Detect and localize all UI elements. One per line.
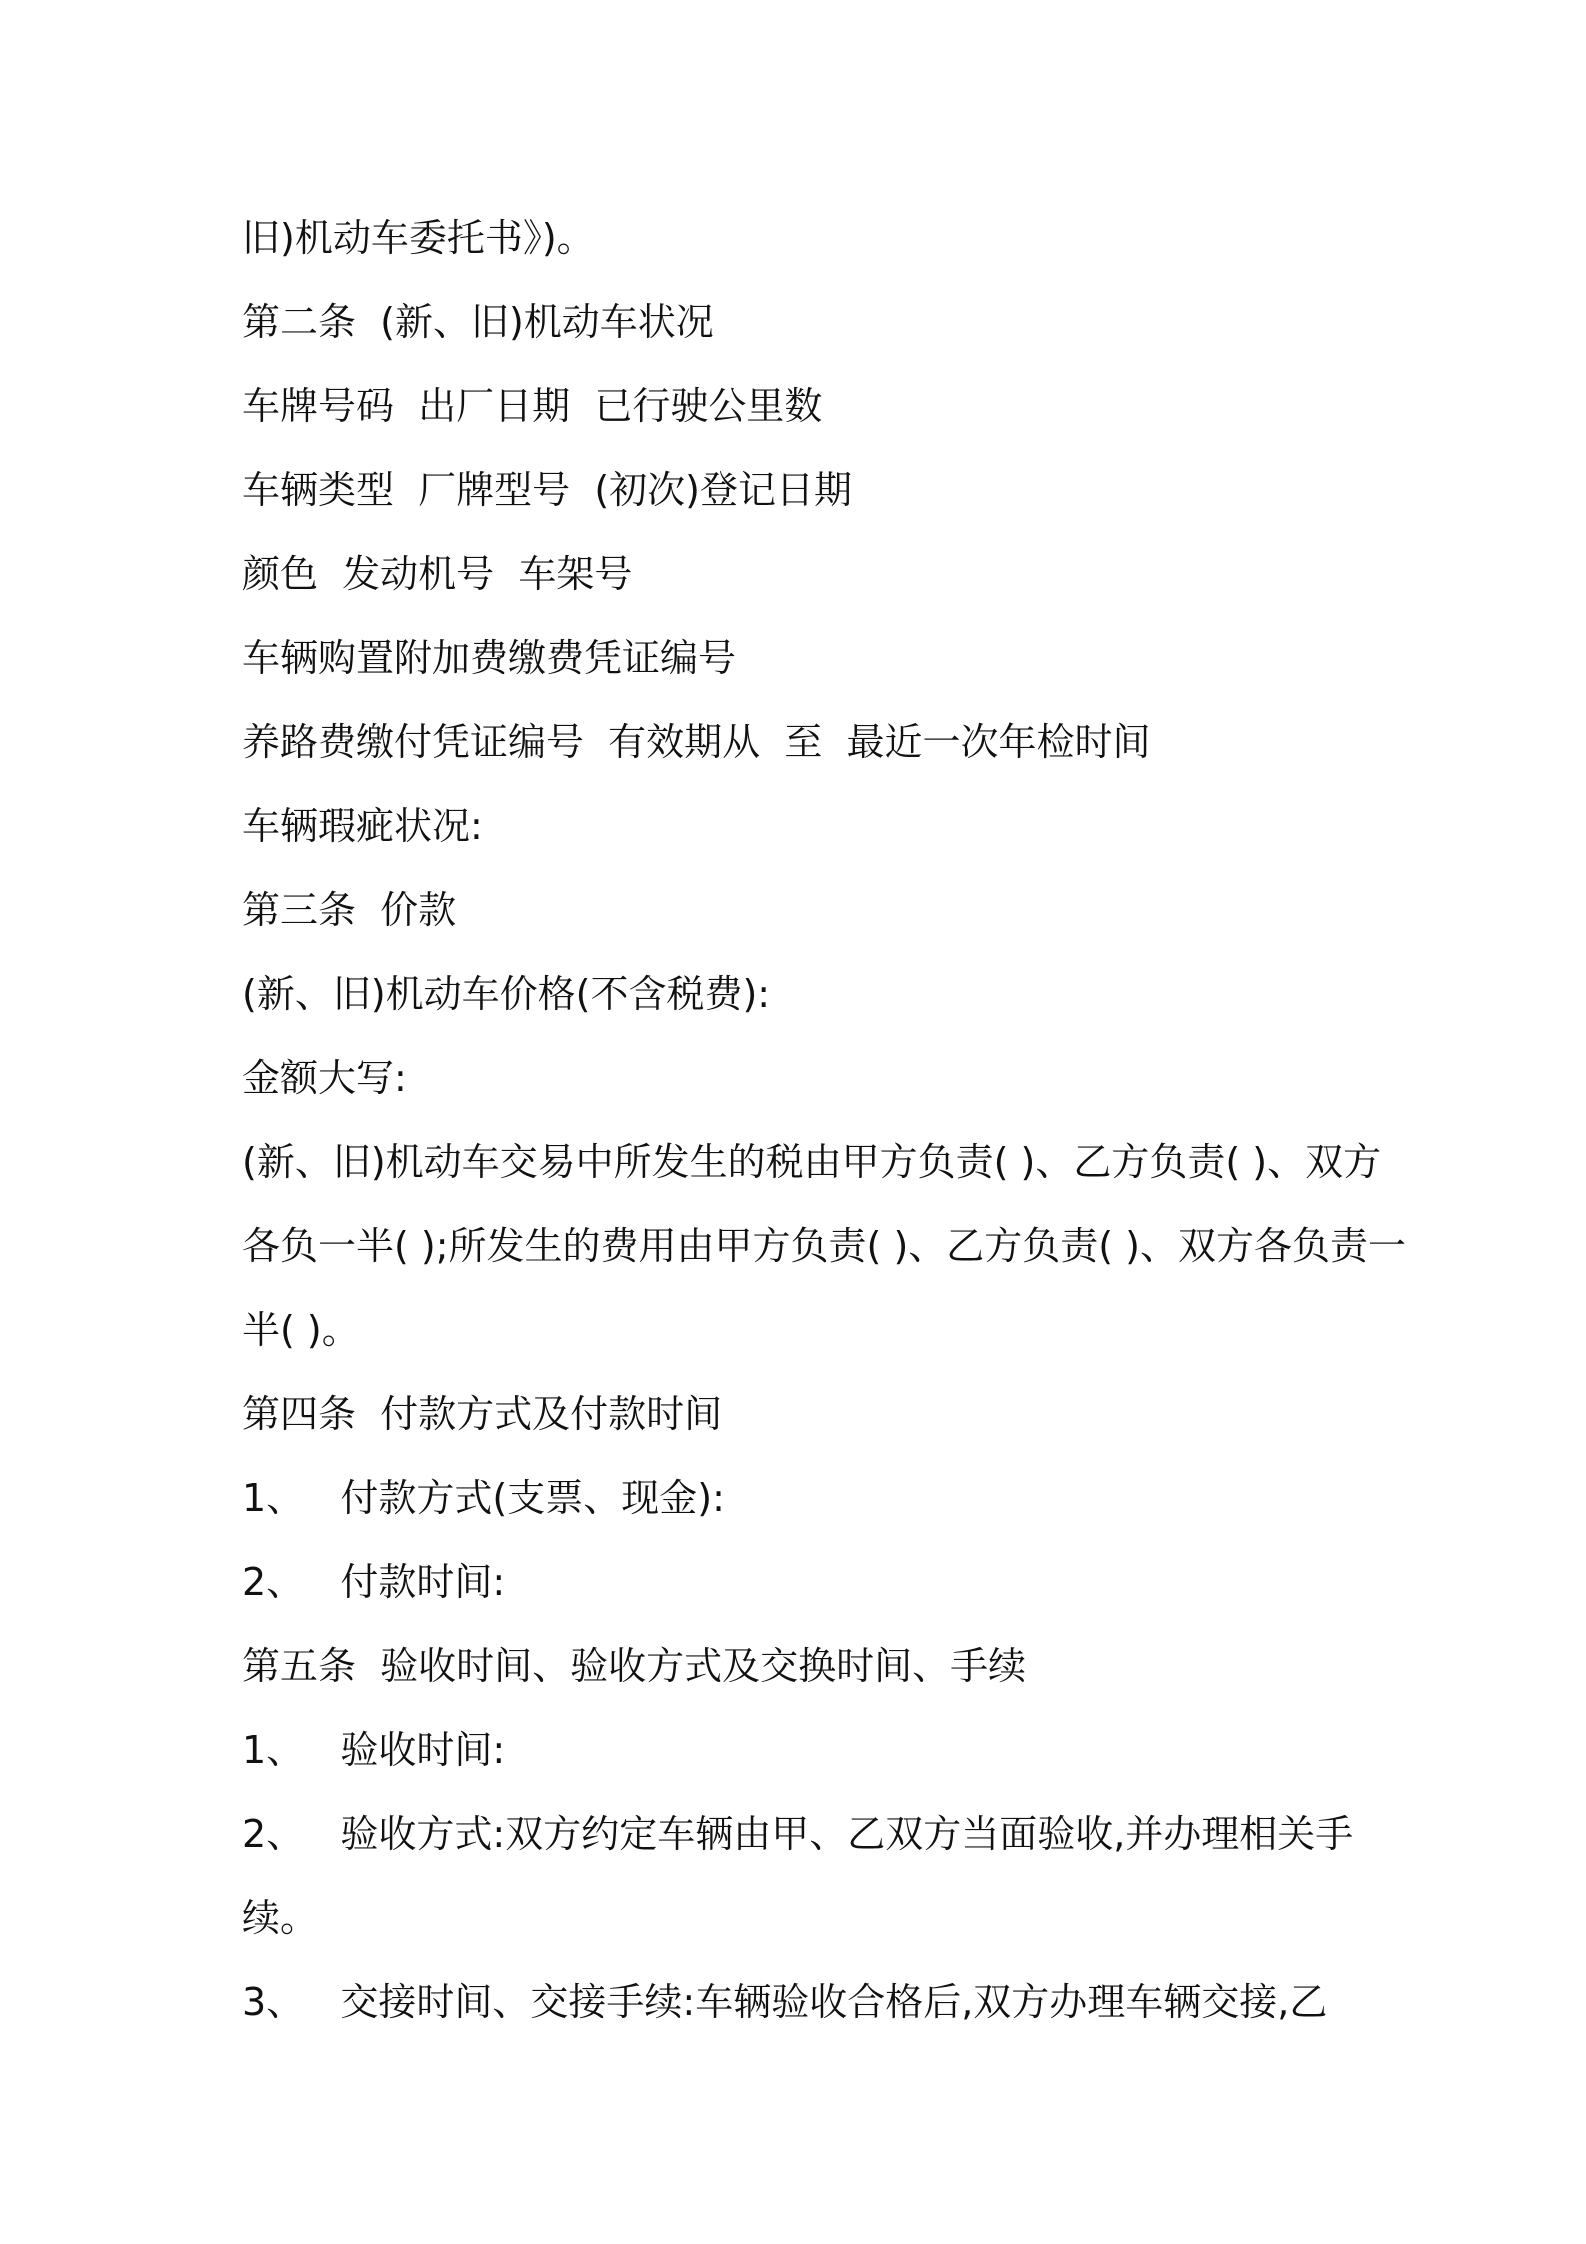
article-3-heading: 第三条 价款 [242,888,457,932]
article-5-heading: 第五条 验收时间、验收方式及交换时间、手续 [242,1644,1027,1688]
list-item: 2、 验收方式:双方约定车辆由甲、乙双方当面验收,并办理相关手 [242,1812,1354,1856]
article-2-heading: 第二条 (新、旧)机动车状况 [242,300,714,344]
text-line: 续。 [242,1896,319,1940]
text-line: 各负一半( );所发生的费用由甲方负责( )、乙方负责( )、双方各负责一 [242,1224,1406,1268]
list-item: 2、 付款时间: [242,1560,506,1604]
text-line: 车牌号码 出厂日期 已行驶公里数 [242,384,823,428]
text-line: 半( )。 [242,1308,360,1352]
text-line: (新、旧)机动车价格(不含税费): [242,972,771,1016]
text-line: 养路费缴付凭证编号 有效期从 至 最近一次年检时间 [242,720,1151,764]
text-line: 车辆类型 厂牌型号 (初次)登记日期 [242,468,852,512]
article-4-heading: 第四条 付款方式及付款时间 [242,1392,723,1436]
text-line: 旧)机动车委托书》)。 [242,216,595,260]
list-item: 1、 付款方式(支票、现金): [242,1476,725,1520]
text-line: (新、旧)机动车交易中所发生的税由甲方负责( )、乙方负责( )、双方 [242,1140,1382,1184]
text-line: 车辆瑕疵状况: [242,804,483,848]
list-item: 3、 交接时间、交接手续:车辆验收合格后,双方办理车辆交接,乙 [242,1980,1328,2024]
text-line: 颜色 发动机号 车架号 [242,552,633,596]
list-item: 1、 验收时间: [242,1728,506,1772]
text-line: 金额大写: [242,1056,407,1100]
document-body [242,196,1406,2044]
text-line: 车辆购置附加费缴费凭证编号 [242,636,737,680]
